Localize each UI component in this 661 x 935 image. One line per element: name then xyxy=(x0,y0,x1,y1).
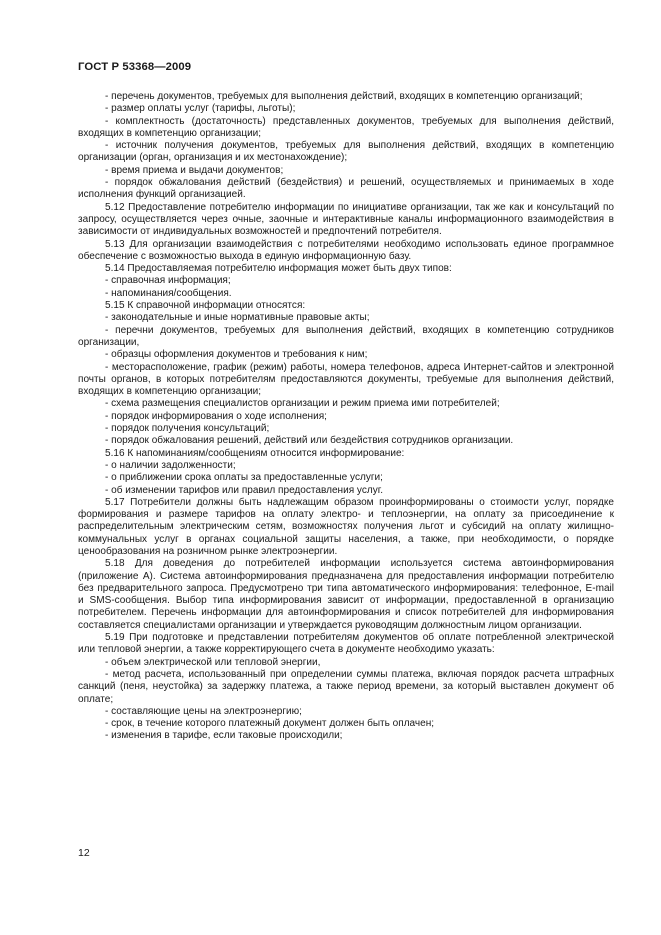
body-paragraph: - срок, в течение которого платежный документ должен быть оплачен; xyxy=(105,718,435,730)
document-body xyxy=(78,91,614,743)
body-paragraph: - размер оплаты услуг (тарифы, льготы); xyxy=(105,103,296,115)
body-paragraph: - порядок обжалования действий (бездействия) и решений, осуществляемых и принимаемых в ходе исполнения функций организацией. xyxy=(78,177,614,201)
body-paragraph: - объем электрической или тепловой энергии, xyxy=(105,656,321,668)
body-paragraph: 5.14 Предоставляемая потребителю информация может быть двух типов: xyxy=(105,263,452,275)
body-paragraph: - время приема и выдачи документов; xyxy=(105,164,284,176)
body-paragraph: - об изменении тарифов или правил предоставления услуг. xyxy=(105,484,383,496)
body-paragraph: - источник получения документов, требуемых для выполнения действий, входящих в компетенцию организации (орган, организация и их местонахождение); xyxy=(78,140,614,164)
body-paragraph: 5.18 Для доведения до потребителей информации используется система автоинформирования (приложение А). Система автоинформирования предназначена для предоставления информации потребителю без предварительного запроса. Предусмотрено три типа автоматического информирования: телефонное, E-mail и SMS-сообщения. Выбор типа информирования зависит от информации, предоставленной в организацию потребителем. Перечень информации для автоинформирования и список потребителей для информирования составляется специалистами организации и утверждается руководящим должностным лицом организации. xyxy=(78,558,614,631)
body-paragraph: 5.15 К справочной информации относятся: xyxy=(105,300,306,312)
page-number: 12 xyxy=(78,847,90,859)
document-header-standard-number: ГОСТ Р 53368—2009 xyxy=(78,61,192,73)
body-paragraph: - метод расчета, использованный при определении суммы платежа, включая порядок расчета штрафных санкций (пеня, неустойка) за задержку платежа, а также период времени, за который выставлен документ об оплате; xyxy=(78,668,614,705)
body-paragraph: - перечни документов, требуемых для выполнения действий, входящих в компетенцию сотрудников организации, xyxy=(78,324,614,348)
body-paragraph: 5.17 Потребители должны быть надлежащим образом проинформированы о стоимости услуг, порядке формирования и размере тарифов на оплату электро- и теплоэнергии, на оплату за присоединение к распределительным электрическим сетям, возможностях получения льгот и субсидий на оплату жилищно-коммунальных услуг в органах социальной защиты населения, а также, при необходимости, о порядке ценообразования на розничном рынке электроэнергии. xyxy=(78,496,614,557)
body-paragraph: - порядок получения консультаций; xyxy=(105,423,270,435)
body-paragraph: - перечень документов, требуемых для выполнения действий, входящих в компетенцию организаций; xyxy=(105,91,583,102)
body-paragraph: - комплектность (достаточность) представленных документов, требуемых для выполнения действий, входящих в компетенцию организации; xyxy=(78,115,614,139)
body-paragraph: - схема размещения специалистов организации и режим приема ими потребителей; xyxy=(105,398,500,410)
body-paragraph: 5.12 Предоставление потребителю информации по инициативе организации, так же как и консультаций по запросу, осуществляется через очные, заочные и интерактивные каналы информационного взаимодействия в зависимости от индивидуальных возможностей и предпочтений потребителя. xyxy=(78,201,614,238)
body-paragraph: - порядок информирования о ходе исполнения; xyxy=(105,410,327,422)
body-paragraph: 5.13 Для организации взаимодействия с потребителями необходимо использовать единое программное обеспечение с возможностью выхода в единую информационную базу. xyxy=(78,238,614,262)
body-paragraph: - напоминания/сообщения. xyxy=(105,287,232,299)
body-paragraph: - порядок обжалования решений, действий или бездействия сотрудников организации. xyxy=(105,435,514,447)
body-paragraph: - справочная информация; xyxy=(105,275,231,287)
body-paragraph: 5.19 При подготовке и представлении потребителям документов об оплате потребленной электрической или тепловой энергии, а также корректирующего счета в документе необходимо указать: xyxy=(78,632,614,656)
body-paragraph: - образцы оформления документов и требования к ним; xyxy=(105,349,368,361)
body-paragraph: - изменения в тарифе, если таковые происходили; xyxy=(105,730,343,742)
body-paragraph: - о наличии задолженности; xyxy=(105,459,236,471)
body-paragraph: - о приближении срока оплаты за предоставленные услуги; xyxy=(105,472,383,484)
body-paragraph: 5.16 К напоминаниям/сообщениям относится информирование: xyxy=(105,447,405,459)
body-paragraph: - месторасположение, график (режим) работы, номера телефонов, адреса Интернет-сайтов и электронной почты органов, в которых потребителям предоставляются документы, требуемые для выполнения действий, входящих в компетенцию организации; xyxy=(78,361,614,398)
body-paragraph: - составляющие цены на электроэнергию; xyxy=(105,705,302,717)
body-paragraph: - законодательные и иные нормативные правовые акты; xyxy=(105,312,370,324)
